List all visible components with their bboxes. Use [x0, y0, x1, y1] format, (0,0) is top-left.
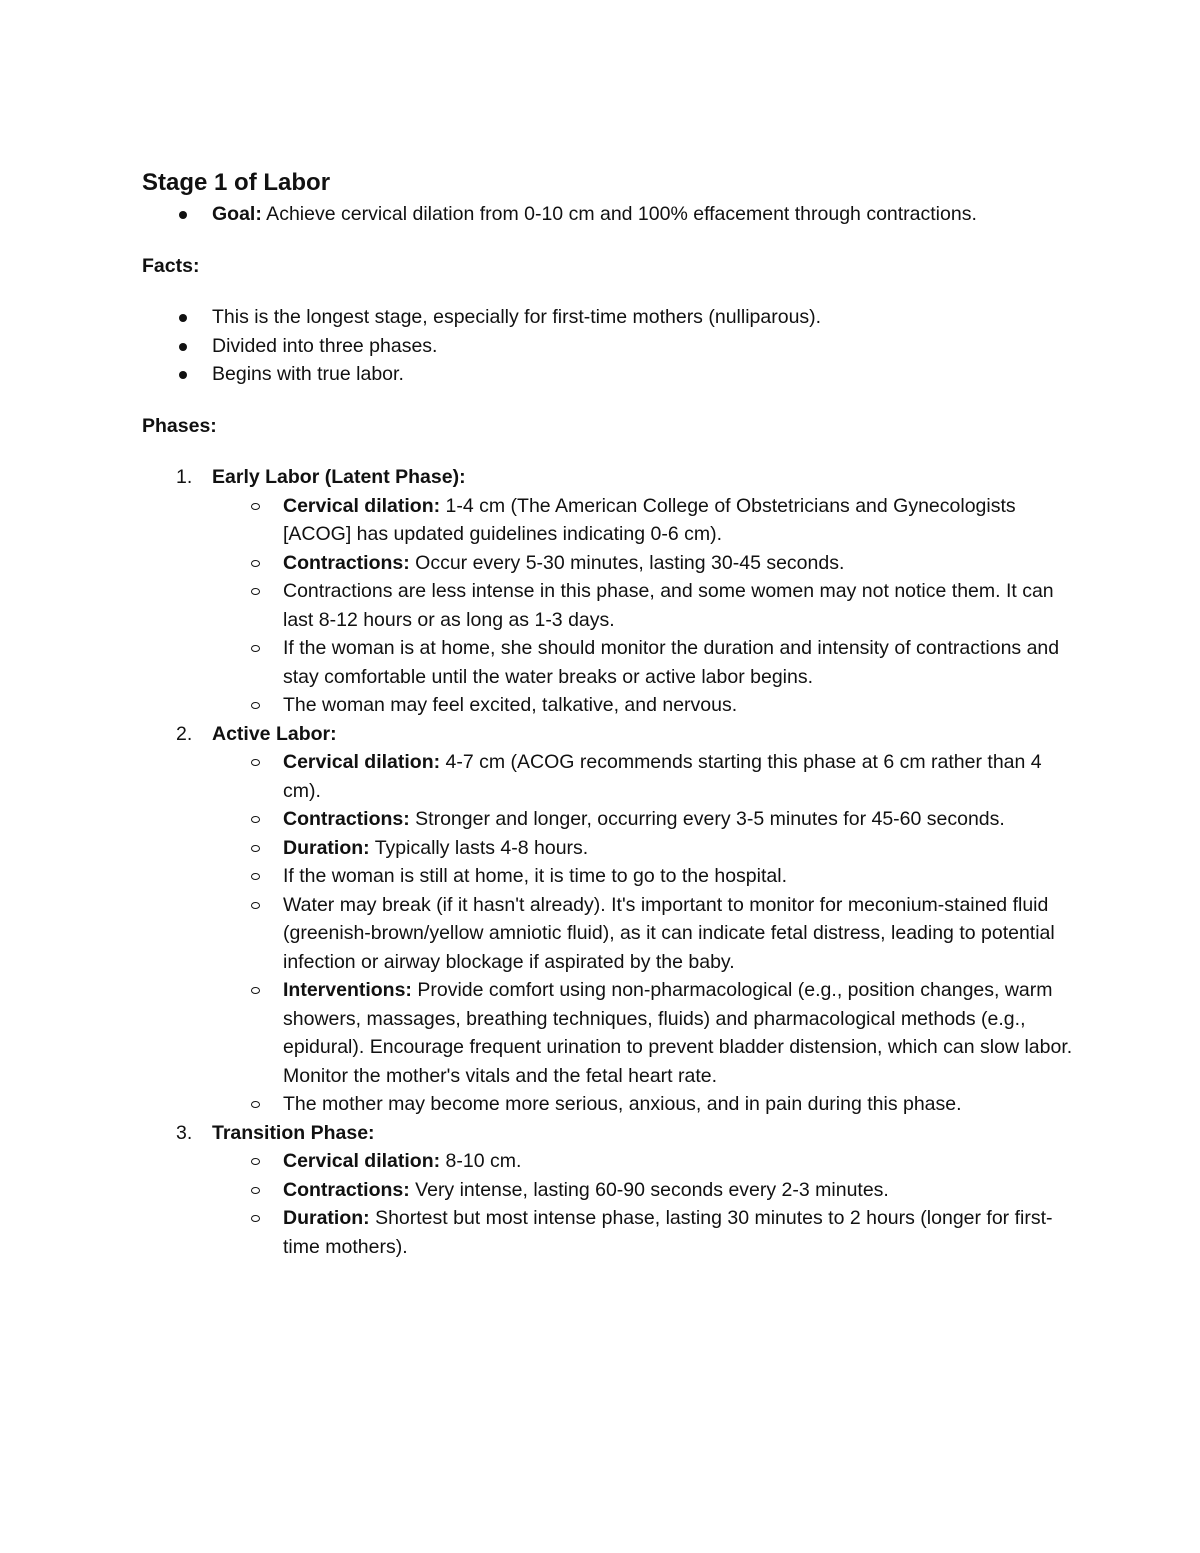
fact-item: Divided into three phases.: [142, 332, 1082, 361]
facts-list: [142, 303, 1082, 389]
point-text: 1-4 cm (The American College of Obstetricians and Gynecologists [ACOG] has updated guidelines indicating 0-6 cm).: [283, 494, 1016, 545]
phase-title: Active Labor:: [212, 722, 337, 745]
phase-item-active-labor: [142, 720, 1082, 1119]
goal-text: Achieve cervical dilation from 0-10 cm and 100% effacement through contractions.: [261, 203, 977, 225]
hollow-bullet-icon: [251, 1215, 260, 1222]
phase-number: 2.: [176, 722, 193, 745]
phase-point: [212, 549, 1082, 578]
point-label: Cervical dilation:: [283, 751, 441, 773]
document-page: [142, 166, 1082, 1261]
phase-point: [212, 492, 1082, 549]
phase-item-transition: [142, 1119, 1082, 1262]
fact-item: This is the longest stage, especially for first-time mothers (nulliparous).: [142, 303, 1082, 332]
hollow-bullet-icon: [251, 702, 260, 709]
hollow-bullet-icon: [251, 816, 260, 823]
point-label: Contractions:: [283, 1178, 410, 1201]
point-text: Water may break (if it hasn't already). It's important to monitor for meconium-stained fluid (greenish-brown/yellow amniotic fluid), as it can indicate fetal distress, leading to potential infection or airway blockage if aspirated by the baby.: [283, 893, 1055, 973]
facts-heading: Facts:: [142, 254, 200, 277]
goal-list: [142, 200, 1082, 229]
point-label: Interventions:: [283, 979, 412, 1001]
phase-point: [212, 976, 1082, 1090]
point-label: Cervical dilation:: [283, 494, 441, 517]
fact-item: Begins with true labor.: [142, 360, 1082, 389]
phase-points: [212, 492, 1082, 720]
page-title: Stage 1 of Labor: [142, 169, 331, 196]
hollow-bullet-icon: [251, 503, 260, 510]
phase-points: [212, 1147, 1082, 1261]
phases-list: [142, 463, 1082, 1261]
phase-point: [212, 891, 1082, 977]
phase-point: [212, 1147, 1082, 1176]
point-text: Contractions are less intense in this phase, and some women may not notice them. It can last 8-12 hours or as long as 1-3 days.: [283, 580, 1054, 631]
goal-item: [142, 200, 1082, 229]
hollow-bullet-icon: [251, 902, 260, 909]
point-text: Occur every 5-30 minutes, lasting 30-45 seconds.: [409, 551, 845, 574]
point-label: Contractions:: [283, 808, 410, 830]
phase-point: [212, 805, 1082, 834]
point-text: 8-10 cm.: [440, 1150, 522, 1172]
point-label: Duration:: [283, 1207, 370, 1229]
phase-point: [212, 691, 1082, 720]
hollow-bullet-icon: [251, 1101, 260, 1108]
point-text: Shortest but most intense phase, lasting 30 minutes to 2 hours (longer for first-time mothers).: [283, 1207, 1053, 1258]
point-label: Duration:: [283, 836, 370, 859]
hollow-bullet-icon: [251, 873, 260, 880]
phase-item-early-labor: [142, 463, 1082, 720]
hollow-bullet-icon: [251, 645, 260, 652]
phase-title: Early Labor (Latent Phase):: [212, 466, 466, 488]
goal-label: Goal:: [212, 203, 262, 225]
phase-point: [212, 748, 1082, 805]
point-text: Very intense, lasting 60-90 seconds every 2-3 minutes.: [409, 1178, 889, 1201]
phase-point: [212, 1176, 1082, 1205]
point-text: If the woman is at home, she should monitor the duration and intensity of contractions and stay comfortable until the water breaks or active labor begins.: [283, 637, 1060, 688]
hollow-bullet-icon: [251, 845, 260, 852]
point-label: Contractions:: [283, 551, 410, 574]
phase-point: [212, 862, 1082, 891]
point-text: The woman may feel excited, talkative, and nervous.: [283, 694, 738, 716]
point-label: Cervical dilation:: [283, 1150, 441, 1172]
hollow-bullet-icon: [251, 759, 260, 766]
phase-point: [212, 1204, 1082, 1261]
phase-point: [212, 1090, 1082, 1119]
point-text: Stronger and longer, occurring every 3-5 minutes for 45-60 seconds.: [409, 808, 1005, 830]
phases-heading: Phases:: [142, 414, 217, 437]
hollow-bullet-icon: [251, 560, 260, 567]
phase-point: [212, 834, 1082, 863]
hollow-bullet-icon: [251, 1158, 260, 1165]
point-text: Provide comfort using non-pharmacological (e.g., position changes, warm showers, massages, breathing techniques, fluids) and pharmacological methods (e.g., epidural). Encourage frequent urination to prevent bladder distension, which can slow labor. Monitor the mother's vitals and the fetal heart rate.: [283, 979, 1073, 1087]
hollow-bullet-icon: [251, 588, 260, 595]
point-text: Typically lasts 4-8 hours.: [369, 836, 589, 859]
phase-title: Transition Phase:: [212, 1121, 375, 1144]
phase-number: 1.: [176, 466, 193, 488]
hollow-bullet-icon: [251, 1187, 260, 1194]
phase-point: [212, 577, 1082, 634]
phase-point: [212, 634, 1082, 691]
phase-points: [212, 748, 1082, 1119]
point-text: The mother may become more serious, anxious, and in pain during this phase.: [283, 1093, 962, 1115]
phase-number: 3.: [176, 1121, 193, 1144]
hollow-bullet-icon: [251, 987, 260, 994]
point-text: If the woman is still at home, it is time to go to the hospital.: [283, 865, 787, 887]
point-text: 4-7 cm (ACOG recommends starting this phase at 6 cm rather than 4 cm).: [283, 751, 1042, 802]
